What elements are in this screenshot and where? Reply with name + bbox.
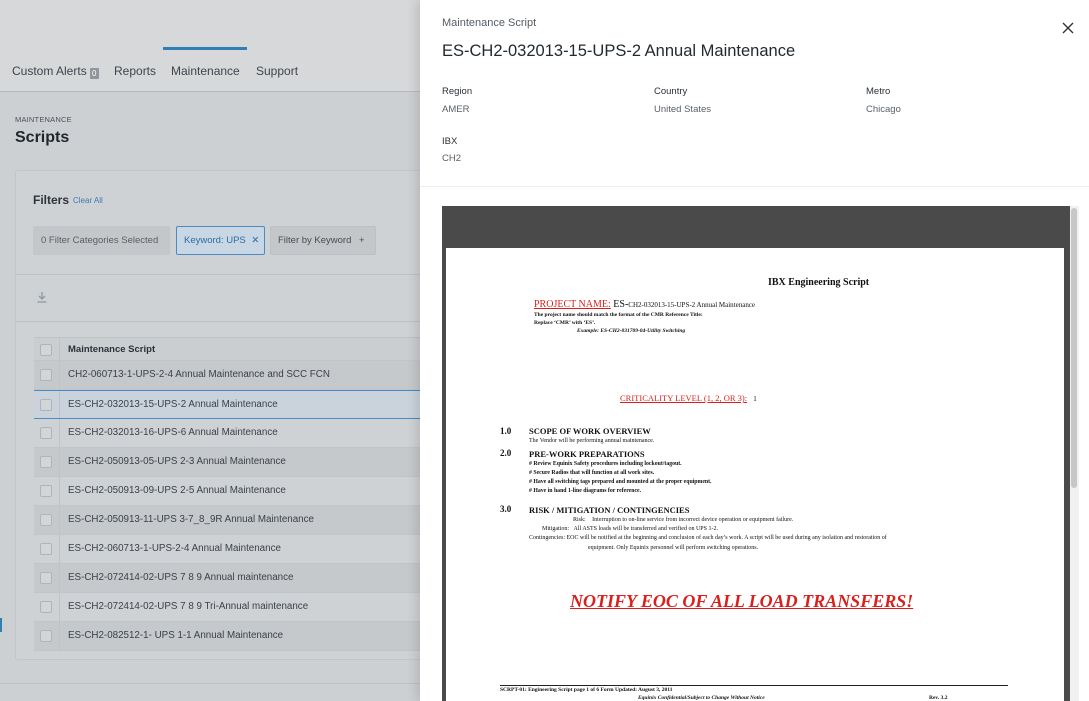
- row-checkbox[interactable]: [40, 601, 52, 613]
- doc-project-note: Replace ‘CMR’ with ‘ES’.: [534, 320, 596, 326]
- divider: [16, 321, 420, 322]
- doc-contingencies-line: [529, 535, 887, 541]
- doc-contingencies-line: [588, 545, 758, 551]
- doc-project-prefix: ES-: [613, 299, 629, 310]
- table-row[interactable]: [34, 390, 420, 419]
- top-navigation: [0, 0, 420, 92]
- doc-contingencies-text: equipment.: [588, 545, 615, 551]
- doc-footer-rule: [500, 685, 1008, 686]
- keyword-chip-label: Keyword: UPS: [184, 235, 246, 246]
- row-script-name: ES-CH2-072414-02-UPS 7 8 9 Annual maintenance: [68, 572, 294, 583]
- close-icon[interactable]: [1060, 20, 1076, 36]
- scroll-marker: [0, 618, 2, 632]
- filter-by-keyword-button[interactable]: [270, 226, 376, 255]
- row-checkbox[interactable]: [40, 456, 52, 468]
- doc-section-number: 1.0: [500, 426, 512, 436]
- keyword-chip[interactable]: [176, 226, 265, 255]
- document-viewer[interactable]: [442, 206, 1070, 701]
- table-row[interactable]: [34, 448, 420, 477]
- doc-list-item: # Review Equinix Safety procedures including lockout/tagout.: [529, 461, 682, 467]
- doc-criticality-line: [620, 393, 757, 403]
- doc-project-note: The project name should match the format of the CMR Reference Title:: [534, 312, 703, 318]
- metro-value: Chicago: [866, 104, 901, 115]
- active-tab-indicator: [163, 47, 247, 50]
- nav-maintenance[interactable]: Maintenance: [171, 64, 240, 78]
- table-row[interactable]: [34, 593, 420, 622]
- table-row[interactable]: [34, 622, 420, 651]
- ibx-value: CH2: [442, 153, 462, 164]
- table-row[interactable]: [34, 361, 420, 390]
- plus-icon: +: [359, 235, 365, 246]
- doc-project-label: PROJECT NAME:: [534, 299, 611, 310]
- ibx-label: IBX: [442, 136, 458, 147]
- column-separator: [59, 448, 60, 476]
- row-checkbox[interactable]: [40, 630, 52, 642]
- row-script-name: CH2-060713-1-UPS-2-4 Annual Maintenance and SCC FCN: [68, 369, 330, 380]
- column-header-maintenance-script[interactable]: Maintenance Script: [68, 344, 156, 355]
- metro-label: Metro: [866, 86, 891, 97]
- row-checkbox[interactable]: [40, 514, 52, 526]
- region-value: AMER: [442, 104, 470, 115]
- row-checkbox[interactable]: [40, 399, 52, 411]
- doc-risk-line: [573, 517, 793, 523]
- remove-keyword-icon[interactable]: ✕: [251, 235, 260, 246]
- row-checkbox[interactable]: [40, 543, 52, 555]
- section-label: MAINTENANCE: [15, 115, 72, 124]
- row-script-name: ES-CH2-060713-1-UPS-2-4 Annual Maintenance: [68, 543, 281, 554]
- column-separator: [59, 506, 60, 534]
- doc-section-title: SCOPE OF WORK OVERVIEW: [529, 426, 651, 436]
- doc-list-item: # Have all switching tags prepared and mounted at the proper equipment.: [529, 479, 712, 485]
- page-title: Scripts: [15, 129, 70, 146]
- doc-section-number: 3.0: [500, 504, 512, 514]
- country-value: United States: [654, 104, 712, 115]
- doc-criticality-label: CRITICALITY LEVEL (1, 2, OR 3):: [620, 393, 748, 403]
- table-row[interactable]: [34, 477, 420, 506]
- doc-contingencies-bold: Only Equinix personnel will perform switching operations.: [616, 545, 759, 551]
- alerts-count-badge: 0: [90, 68, 99, 79]
- doc-footer-rev: Rev. 3.2: [929, 695, 948, 701]
- nav-support[interactable]: Support: [256, 64, 299, 78]
- table-row[interactable]: [34, 506, 420, 535]
- doc-project-example: Example: ES-CH2-031709-04-Utility Switching: [577, 328, 686, 334]
- table-row[interactable]: [34, 535, 420, 564]
- doc-criticality-value: 1: [753, 395, 757, 403]
- row-checkbox[interactable]: [40, 427, 52, 439]
- divider: [420, 186, 1089, 187]
- doc-header: IBX Engineering Script: [768, 277, 870, 288]
- nav-reports[interactable]: Reports: [114, 64, 157, 78]
- scripts-card: [15, 170, 420, 660]
- table-row[interactable]: [34, 419, 420, 448]
- row-script-name: ES-CH2-082512-1- UPS 1-1 Annual Maintenance: [68, 630, 284, 641]
- row-checkbox[interactable]: [40, 485, 52, 497]
- nav-custom-alerts[interactable]: [12, 64, 99, 79]
- doc-contingencies-text: EOC will be notified at the beginning and conclusion of each day’s work. A script will be used during any isolation and restoration of: [566, 535, 887, 541]
- column-separator: [59, 391, 60, 418]
- row-script-name: ES-CH2-050913-09-UPS 2-5 Annual Maintenance: [68, 485, 286, 496]
- row-script-name: ES-CH2-050913-05-UPS 2-3 Annual Maintenance: [68, 456, 286, 467]
- viewer-scroll-thumb[interactable]: [1071, 208, 1077, 488]
- doc-risk-label: Risk:: [573, 517, 586, 523]
- column-separator: [59, 535, 60, 563]
- nav-custom-alerts-label: Custom Alerts: [12, 64, 87, 78]
- row-script-name: ES-CH2-032013-16-UPS-6 Annual Maintenance: [68, 427, 278, 438]
- doc-project-line: [534, 299, 755, 310]
- clear-all-link[interactable]: Clear All: [73, 196, 103, 205]
- table-row[interactable]: [34, 564, 420, 593]
- drawer-title: ES-CH2-032013-15-UPS-2 Annual Maintenance: [442, 42, 796, 60]
- row-script-name: ES-CH2-072414-02-UPS 7 8 9 Tri-Annual maintenance: [68, 601, 309, 612]
- doc-footer-left: SCRPT-01: Engineering Script page 1 of 6 Form Updated: August 3, 2011: [500, 687, 673, 693]
- viewer-toolbar: [442, 206, 1070, 248]
- doc-mitigation-line: [542, 526, 718, 532]
- doc-section-title: RISK / MITIGATION / CONTINGENCIES: [529, 505, 690, 515]
- doc-list-item: # Secure Radios that will function at all work sites.: [529, 470, 655, 476]
- doc-mitigation-label: Mitigation:: [542, 526, 569, 532]
- doc-section-title: PRE-WORK PREPARATIONS: [529, 449, 645, 459]
- viewer-frame: [442, 206, 446, 701]
- filters-label: Filters: [33, 193, 70, 207]
- background-page: [0, 0, 420, 701]
- doc-risk-text: Interruption to on-line service from incorrect device operation or equipment failure.: [592, 517, 794, 523]
- divider: [0, 683, 420, 684]
- doc-footer-center: Equinix Confidential/Subject to Change Without Notice: [638, 695, 765, 701]
- doc-contingencies-label: Contingencies:: [529, 535, 565, 541]
- doc-mitigation-text: All ASTS loads will be transferred and verified on UPS 1-2.: [573, 526, 718, 532]
- doc-notify-banner: NOTIFY EOC OF ALL LOAD TRANSFERS!: [570, 591, 914, 611]
- country-label: Country: [654, 86, 688, 97]
- doc-list-item: # Have in hand 1-line diagrams for reference.: [529, 488, 642, 494]
- row-script-name: ES-CH2-032013-15-UPS-2 Annual Maintenance: [68, 399, 278, 410]
- drawer-subtitle: Maintenance Script: [442, 17, 537, 29]
- download-icon[interactable]: [36, 291, 48, 303]
- filter-by-keyword-label: Filter by Keyword: [278, 235, 352, 246]
- row-checkbox[interactable]: [40, 369, 52, 381]
- column-separator: [59, 338, 60, 360]
- select-all-checkbox[interactable]: [40, 344, 52, 356]
- doc-section-text: The Vendor will be performing annual maintenance.: [529, 438, 655, 444]
- column-separator: [59, 593, 60, 621]
- region-label: Region: [442, 86, 473, 97]
- column-separator: [59, 361, 60, 389]
- script-detail-drawer: [420, 0, 1089, 701]
- filter-categories-chip[interactable]: 0 Filter Categories Selected: [33, 226, 170, 255]
- doc-section-number: 2.0: [500, 448, 512, 458]
- row-checkbox[interactable]: [40, 572, 52, 584]
- column-separator: [59, 419, 60, 447]
- doc-project-name: CH2-032013-15-UPS-2 Annual Maintenance: [628, 301, 756, 309]
- divider: [16, 274, 420, 275]
- column-separator: [59, 564, 60, 592]
- table-header-row: [34, 337, 420, 361]
- scripts-table: [34, 337, 420, 651]
- column-separator: [59, 477, 60, 505]
- column-separator: [59, 622, 60, 650]
- row-script-name: ES-CH2-050913-11-UPS 3-7_8_9R Annual Maintenance: [68, 514, 314, 525]
